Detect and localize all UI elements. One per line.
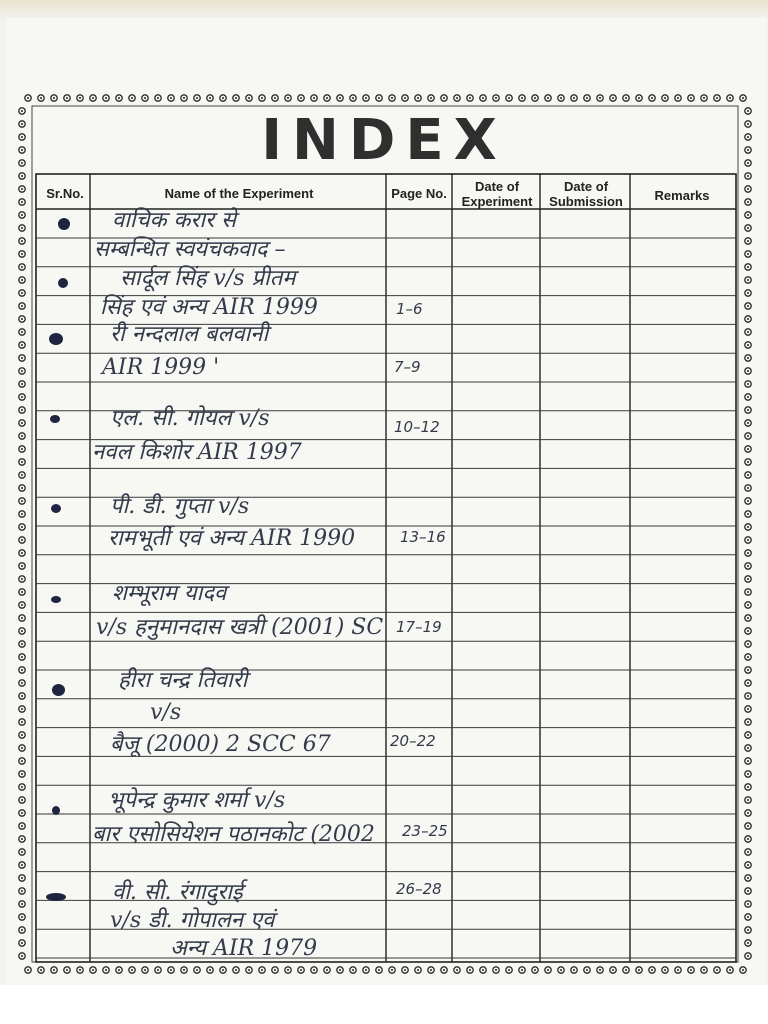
border-ornament (21, 877, 23, 879)
entry-1-line-1: वाचिक करार से (112, 208, 236, 233)
border-ornament (21, 773, 23, 775)
entry-2-line-1: री नन्दलाल बलवानी (110, 322, 269, 347)
border-ornament (747, 734, 749, 736)
entry-5-line-1: शम्भूराम यादव (112, 581, 227, 606)
border-ornament (118, 97, 120, 99)
border-ornament (27, 97, 29, 99)
entry-7-line-1: भूपेन्द्र कुमार शर्मा v/s (108, 788, 286, 813)
border-ornament (638, 969, 640, 971)
entry-bullet (52, 806, 60, 815)
border-ornament (261, 97, 263, 99)
border-ornament (747, 513, 749, 515)
border-ornament (79, 97, 81, 99)
border-ornament (747, 448, 749, 450)
border-ornament (21, 318, 23, 320)
border-ornament (170, 97, 172, 99)
border-ornament (287, 969, 289, 971)
border-ornament (747, 201, 749, 203)
border-ornament (703, 97, 705, 99)
border-ornament (352, 969, 354, 971)
entry-bullet (58, 278, 68, 288)
border-ornament (417, 969, 419, 971)
border-ornament (144, 969, 146, 971)
entry-bullet (46, 893, 66, 901)
border-ornament (170, 969, 172, 971)
border-ornament (747, 253, 749, 255)
border-ornament (747, 383, 749, 385)
border-ornament (521, 97, 523, 99)
border-ornament (747, 292, 749, 294)
border-ornament (21, 383, 23, 385)
border-ornament (747, 474, 749, 476)
border-ornament (21, 227, 23, 229)
border-ornament (430, 97, 432, 99)
border-ornament (747, 656, 749, 658)
border-ornament (131, 97, 133, 99)
border-ornament (248, 97, 250, 99)
border-ornament (66, 97, 68, 99)
entry-1-line-4: सिंह एवं अन्य AIR 1999 (100, 295, 318, 320)
border-ornament (747, 890, 749, 892)
border-ornament (638, 97, 640, 99)
border-ornament (747, 760, 749, 762)
border-ornament (261, 969, 263, 971)
border-ornament (534, 97, 536, 99)
border-ornament (21, 188, 23, 190)
border-ornament (534, 969, 536, 971)
border-ornament (747, 552, 749, 554)
border-ornament (747, 812, 749, 814)
border-ornament (747, 708, 749, 710)
entry-4-line-1: पी. डी. गुप्ता v/s (110, 494, 250, 519)
border-ornament (105, 97, 107, 99)
border-ornament (443, 97, 445, 99)
border-ornament (21, 565, 23, 567)
border-ornament (747, 565, 749, 567)
border-ornament (651, 969, 653, 971)
border-ornament (560, 969, 562, 971)
border-ornament (612, 969, 614, 971)
border-ornament (747, 903, 749, 905)
border-ornament (612, 97, 614, 99)
border-ornament (651, 97, 653, 99)
border-ornament (21, 630, 23, 632)
border-ornament (21, 539, 23, 541)
border-ornament (586, 969, 588, 971)
entry-8-pages: 26–28 (396, 880, 442, 898)
border-ornament (21, 422, 23, 424)
border-ornament (21, 799, 23, 801)
border-ornament (21, 526, 23, 528)
border-ornament (747, 240, 749, 242)
border-ornament (747, 539, 749, 541)
border-ornament (747, 370, 749, 372)
header-remarks: Remarks (654, 188, 710, 203)
border-ornament (196, 97, 198, 99)
entry-2-line-2: AIR 1999 ' (102, 355, 220, 380)
border-ornament (157, 97, 159, 99)
border-ornament (21, 409, 23, 411)
border-ornament (521, 969, 523, 971)
border-ornament (747, 955, 749, 957)
border-ornament (21, 721, 23, 723)
border-ornament (747, 357, 749, 359)
border-ornament (747, 318, 749, 320)
border-ornament (21, 682, 23, 684)
border-ornament (21, 669, 23, 671)
border-ornament (21, 617, 23, 619)
border-ornament (21, 916, 23, 918)
border-ornament (482, 97, 484, 99)
border-ornament (391, 969, 393, 971)
border-ornament (747, 175, 749, 177)
border-ornament (365, 97, 367, 99)
border-ornament (469, 969, 471, 971)
border-ornament (21, 331, 23, 333)
border-ornament (547, 97, 549, 99)
border-ornament (183, 969, 185, 971)
border-ornament (21, 695, 23, 697)
border-ornament (339, 97, 341, 99)
border-ornament (21, 929, 23, 931)
border-ornament (21, 890, 23, 892)
border-ornament (625, 97, 627, 99)
border-ornament (599, 969, 601, 971)
border-ornament (747, 747, 749, 749)
border-ornament (352, 97, 354, 99)
border-ornament (443, 969, 445, 971)
border-ornament (27, 969, 29, 971)
entry-1-line-2: सम्बन्धित स्वयंचकवाद – (94, 237, 286, 262)
border-ornament (21, 734, 23, 736)
border-ornament (495, 969, 497, 971)
border-ornament (586, 97, 588, 99)
border-ornament (690, 969, 692, 971)
border-ornament (573, 969, 575, 971)
border-ornament (21, 435, 23, 437)
border-ornament (157, 969, 159, 971)
border-ornament (21, 955, 23, 957)
border-ornament (747, 604, 749, 606)
border-ornament (747, 851, 749, 853)
border-ornament (747, 422, 749, 424)
border-ornament (21, 643, 23, 645)
border-ornament (482, 969, 484, 971)
border-ornament (747, 578, 749, 580)
border-ornament (716, 969, 718, 971)
border-ornament (326, 969, 328, 971)
border-ornament (716, 97, 718, 99)
border-ornament (747, 864, 749, 866)
border-ornament (560, 97, 562, 99)
border-ornament (404, 97, 406, 99)
border-ornament (456, 969, 458, 971)
border-ornament (747, 461, 749, 463)
border-ornament (391, 97, 393, 99)
border-ornament (274, 969, 276, 971)
entry-7-pages: 23–25 (402, 822, 448, 840)
border-ornament (664, 969, 666, 971)
border-ornament (747, 188, 749, 190)
border-ornament (118, 969, 120, 971)
border-ornament (40, 969, 42, 971)
border-ornament (53, 97, 55, 99)
border-ornament (747, 396, 749, 398)
border-ornament (339, 969, 341, 971)
border-ornament (742, 969, 744, 971)
border-ornament (747, 838, 749, 840)
border-ornament (21, 851, 23, 853)
border-ornament (747, 344, 749, 346)
border-ornament (21, 864, 23, 866)
entry-6-line-3: बैजू (2000) 2 SCC 67 (110, 732, 331, 757)
border-ornament (747, 409, 749, 411)
border-ornament (313, 97, 315, 99)
border-ornament (196, 969, 198, 971)
border-ornament (747, 942, 749, 944)
border-ornament (209, 97, 211, 99)
border-ornament (21, 708, 23, 710)
header-page-no: Page No. (391, 186, 447, 201)
border-ornament (21, 656, 23, 658)
entry-3-line-1: एल. सी. गोयल v/s (110, 406, 270, 431)
header-sr-no: Sr.No. (46, 186, 84, 201)
border-ornament (747, 331, 749, 333)
border-ornament (747, 929, 749, 931)
border-ornament (747, 214, 749, 216)
border-ornament (287, 97, 289, 99)
border-ornament (729, 969, 731, 971)
header-date-of-experiment: Date of Experiment (461, 179, 533, 209)
border-ornament (747, 630, 749, 632)
border-ornament (747, 227, 749, 229)
border-ornament (729, 97, 731, 99)
entry-5-pages: 17–19 (396, 618, 442, 636)
entry-3-pages: 10–12 (394, 418, 440, 436)
border-ornament (21, 240, 23, 242)
border-ornament (21, 513, 23, 515)
border-ornament (248, 969, 250, 971)
entry-bullet (51, 504, 61, 513)
border-ornament (274, 97, 276, 99)
border-ornament (747, 682, 749, 684)
border-ornament (92, 97, 94, 99)
border-ornament (508, 969, 510, 971)
border-ornament (21, 786, 23, 788)
border-ornament (21, 305, 23, 307)
border-ornament (747, 825, 749, 827)
border-ornament (625, 969, 627, 971)
border-ornament (469, 97, 471, 99)
border-ornament (21, 812, 23, 814)
border-ornament (747, 500, 749, 502)
border-ornament (21, 578, 23, 580)
page-title: INDEX (261, 108, 507, 173)
border-ornament (21, 214, 23, 216)
entry-6-pages: 20–22 (390, 732, 436, 750)
border-ornament (79, 969, 81, 971)
border-ornament (430, 969, 432, 971)
entry-bullet (58, 218, 70, 230)
border-ornament (747, 799, 749, 801)
entry-4-line-2: रामभूर्ती एवं अन्य AIR 1990 (108, 526, 356, 551)
border-ornament (378, 97, 380, 99)
entry-2-pages: 7–9 (394, 358, 421, 376)
border-ornament (21, 292, 23, 294)
entry-bullet (51, 596, 61, 603)
border-ornament (664, 97, 666, 99)
entry-6-line-1: हीरा चन्द्र तिवारी (118, 668, 248, 693)
border-ornament (21, 253, 23, 255)
border-ornament (21, 266, 23, 268)
border-ornament (573, 97, 575, 99)
border-ornament (222, 97, 224, 99)
border-ornament (456, 97, 458, 99)
border-ornament (747, 305, 749, 307)
border-ornament (378, 969, 380, 971)
entry-4-pages: 13–16 (400, 528, 446, 546)
border-ornament (92, 969, 94, 971)
border-ornament (235, 97, 237, 99)
border-ornament (417, 97, 419, 99)
entry-bullet (49, 333, 63, 345)
border-ornament (313, 969, 315, 971)
entry-bullet (52, 684, 65, 696)
border-ornament (703, 969, 705, 971)
border-ornament (677, 969, 679, 971)
border-ornament (21, 903, 23, 905)
border-ornament (747, 617, 749, 619)
border-ornament (21, 370, 23, 372)
border-ornament (690, 97, 692, 99)
border-ornament (21, 344, 23, 346)
border-ornament (747, 643, 749, 645)
border-ornament (21, 474, 23, 476)
entry-3-line-2: नवल किशोर AIR 1997 (92, 440, 302, 465)
border-ornament (21, 357, 23, 359)
border-ornament (21, 552, 23, 554)
border-ornament (21, 461, 23, 463)
border-ornament (21, 448, 23, 450)
border-ornament (747, 773, 749, 775)
entry-1-pages: 1–6 (396, 300, 423, 318)
border-ornament (599, 97, 601, 99)
border-ornament (747, 669, 749, 671)
border-ornament (747, 266, 749, 268)
border-ornament (747, 877, 749, 879)
header-experiment-name: Name of the Experiment (164, 186, 314, 201)
border-ornament (747, 786, 749, 788)
header-date-of-submission: Date of Submission (549, 179, 623, 209)
border-ornament (747, 435, 749, 437)
border-ornament (747, 279, 749, 281)
border-ornament (21, 747, 23, 749)
border-ornament (742, 97, 744, 99)
border-ornament (222, 969, 224, 971)
border-ornament (300, 97, 302, 99)
border-ornament (21, 201, 23, 203)
border-ornament (326, 97, 328, 99)
border-ornament (21, 279, 23, 281)
border-ornament (747, 916, 749, 918)
entry-5-line-2: v/s हनुमानदास खत्री (2001) SC (96, 615, 384, 640)
border-ornament (21, 604, 23, 606)
border-ornament (21, 487, 23, 489)
border-ornament (21, 760, 23, 762)
entry-1-line-3: सार्दूल सिंह v/s प्रीतम (120, 266, 296, 291)
border-ornament (131, 969, 133, 971)
border-ornament (235, 969, 237, 971)
border-ornament (21, 175, 23, 177)
border-ornament (53, 969, 55, 971)
border-ornament (300, 969, 302, 971)
entry-8-line-3: अन्य AIR 1979 (170, 936, 318, 961)
border-ornament (40, 97, 42, 99)
entry-6-line-2: v/s (150, 700, 182, 725)
border-ornament (747, 526, 749, 528)
entry-7-line-2: बार एसोसियेशन पठानकोट (2002 (92, 822, 375, 847)
border-ornament (21, 396, 23, 398)
border-ornament (209, 969, 211, 971)
border-ornament (144, 97, 146, 99)
border-ornament (747, 591, 749, 593)
border-ornament (21, 942, 23, 944)
border-ornament (508, 97, 510, 99)
border-ornament (365, 969, 367, 971)
border-ornament (21, 838, 23, 840)
border-ornament (404, 969, 406, 971)
border-ornament (183, 97, 185, 99)
border-ornament (677, 97, 679, 99)
entry-bullet (50, 415, 60, 423)
border-ornament (547, 969, 549, 971)
entry-8-line-1: वी. सी. रंगादुराई (112, 880, 243, 905)
entry-8-line-2: v/s डी. गोपालन एवं (110, 908, 275, 933)
border-ornament (495, 97, 497, 99)
border-ornament (747, 695, 749, 697)
border-ornament (21, 591, 23, 593)
border-ornament (747, 721, 749, 723)
border-ornament (747, 487, 749, 489)
border-ornament (66, 969, 68, 971)
border-ornament (21, 500, 23, 502)
border-ornament (105, 969, 107, 971)
border-ornament (21, 825, 23, 827)
